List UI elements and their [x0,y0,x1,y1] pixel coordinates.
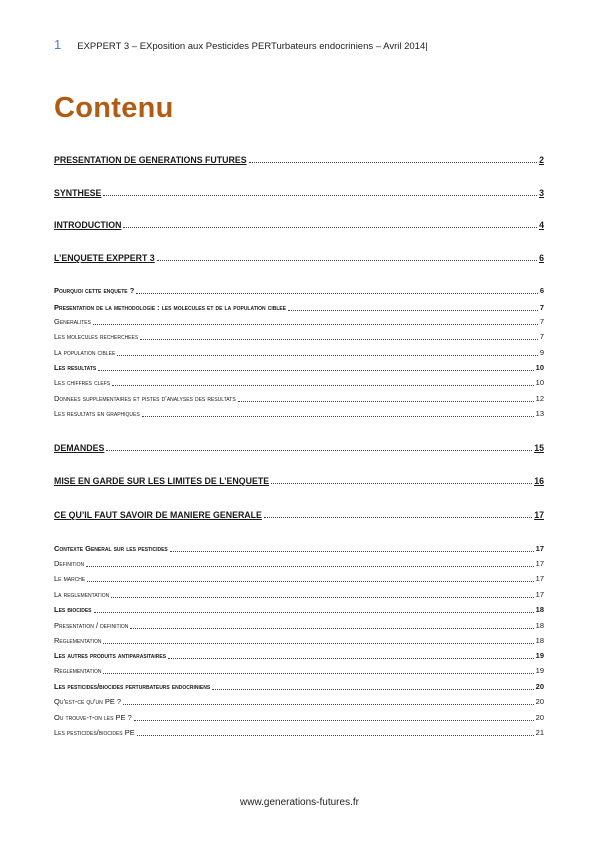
toc-entry[interactable] [54,678,544,692]
toc-leader-dots [111,596,533,598]
toc-entry-page: 19 [535,651,544,660]
toc-entry-label: INTRODUCTION [54,220,122,230]
toc-entry-label: Qu’est-ce qu’un PE ? [54,697,122,706]
toc-entry-page: 19 [535,666,544,675]
toc-entry-page: 18 [535,636,544,645]
toc-entry[interactable] [54,601,544,615]
toc-leader-dots [117,354,538,356]
toc-entry-page: 20 [535,713,544,722]
toc-entry-label: Les pesticides/biocides PE [54,728,135,737]
toc-entry-page: 20 [535,682,544,691]
toc-entry-label: Le marche [54,574,86,583]
toc-entry-label: Les resultats en graphiques [54,409,140,418]
toc-entry-label: L’ENQUETE EXPPERT 3 [54,253,155,263]
toc-entry-label: Definition [54,559,85,568]
toc-entry-label: SYNTHESE [54,188,102,198]
toc-entry[interactable] [54,359,544,373]
toc-leader-dots [157,259,537,261]
toc-entry-page: 17 [535,544,544,553]
toc-entry[interactable] [54,374,544,388]
toc-entry[interactable] [54,724,544,738]
toc-entry-page: 2 [539,155,544,165]
toc-leader-dots [134,719,534,721]
toc-leader-dots [123,226,537,228]
page-title: Contenu [54,92,174,124]
toc-entry-page: 20 [535,697,544,706]
toc-entry[interactable] [54,405,544,419]
toc-leader-dots [106,449,532,451]
toc-leader-dots [103,194,537,196]
toc-entry-page: 10 [535,363,544,372]
toc-leader-dots [86,565,534,567]
toc-entry-label: MISE EN GARDE SUR LES LIMITES DE L’ENQUETE [54,476,270,486]
toc-entry-page: 6 [539,286,544,295]
toc-entry-page: 18 [535,621,544,630]
toc-entry-page: 17 [535,574,544,583]
header-text: EXPPERT 3 – EXposition aux Pesticides PERTurbateurs endocriniens – Avril 2014| [77,41,428,52]
toc-entry-label: La population ciblee [54,348,116,357]
toc-entry-page: 18 [535,605,544,614]
toc-leader-dots [264,516,532,518]
toc-entry-label: Generalites [54,317,91,326]
toc-entry-page: 17 [534,510,544,520]
toc-entry-label: Les resultats [54,363,97,372]
toc-entry-page: 15 [534,443,544,453]
toc-entry-page: 3 [539,188,544,198]
toc-leader-dots [112,384,534,386]
toc-leader-dots [123,703,534,705]
toc-entry[interactable] [54,570,544,584]
toc-leader-dots [98,369,533,371]
toc-entry-page: 17 [535,590,544,599]
toc-entry[interactable] [54,647,544,661]
toc-leader-dots [168,657,534,659]
toc-leader-dots [87,580,533,582]
toc-entry[interactable] [54,540,544,554]
toc-entry-label: Pourquoi cette enquete ? [54,286,135,295]
toc-leader-dots [103,642,533,644]
toc-leader-dots [94,611,534,613]
toc-entry-label: Les autres produits antiparasitaires [54,651,167,660]
toc-entry[interactable] [54,313,544,327]
toc-entry-page: 7 [539,317,544,326]
toc-leader-dots [140,338,538,340]
toc-entry-page: 10 [535,378,544,387]
toc-leader-dots [249,161,538,163]
toc-entry[interactable] [54,184,544,198]
toc-entry-page: 9 [539,348,544,357]
toc-leader-dots [170,550,534,552]
toc-entry-label: Donnees supplementaires et pistes d’analyses des resultats [54,394,236,403]
toc-entry-label: PRESENTATION DE GENERATIONS FUTURES [54,155,247,165]
toc-entry[interactable] [54,709,544,723]
toc-leader-dots [288,309,538,311]
toc-entry[interactable] [54,632,544,646]
toc-leader-dots [238,400,534,402]
toc-entry[interactable] [54,617,544,631]
toc-entry-label: Presentation de la methodologie : les molecules et de la population ciblee [54,303,287,312]
toc-entry[interactable] [54,344,544,358]
toc-entry-page: 12 [535,394,544,403]
toc-leader-dots [271,482,532,484]
toc-leader-dots [103,672,533,674]
toc-entry-label: Reglementation [54,636,102,645]
toc-leader-dots [212,688,533,690]
toc-leader-dots [142,415,534,417]
toc-leader-dots [93,323,538,325]
toc-entry-label: Les molecules recherchees [54,332,139,341]
toc-entry[interactable] [54,216,544,230]
toc-entry-label: Les pesticides/biocides perturbateurs endocriniens [54,682,211,691]
toc-entry[interactable] [54,662,544,676]
toc-entry[interactable] [54,586,544,600]
toc-entry-label: DEMANDES [54,443,105,453]
toc-entry[interactable] [54,693,544,707]
toc-entry-page: 13 [535,409,544,418]
toc-entry[interactable] [54,328,544,342]
toc-entry[interactable] [54,151,544,165]
toc-entry-label: Reglementation [54,666,102,675]
toc-entry[interactable] [54,390,544,404]
toc-entry-label: CE QU’IL FAUT SAVOIR DE MANIERE GENERALE [54,510,262,520]
toc-entry[interactable] [54,282,544,296]
toc-entry[interactable] [54,506,544,520]
toc-entry[interactable] [54,299,544,313]
toc-entry-page: 6 [539,253,544,263]
toc-entry[interactable] [54,249,544,263]
footer-url: www.generations-futures.fr [240,797,359,808]
toc-entry-page: 7 [539,303,544,312]
toc-entry-page: 16 [534,476,544,486]
page-number: 1 [54,37,62,52]
toc-leader-dots [137,734,534,736]
toc-entry-label: Ou trouve-t-on les PE ? [54,713,132,722]
toc-entry-label: Les biocides [54,605,92,614]
toc-entry-label: Les chiffres clefs [54,378,111,387]
toc-leader-dots [136,292,538,294]
toc-entry[interactable] [54,439,544,453]
toc-entry-page: 21 [535,728,544,737]
toc-entry[interactable] [54,472,544,486]
toc-entry-label: La reglementation [54,590,110,599]
toc-entry-label: Presentation / definition [54,621,129,630]
toc-entry-page: 17 [535,559,544,568]
toc-entry-page: 4 [539,220,544,230]
toc-entry-page: 7 [539,332,544,341]
toc-entry[interactable] [54,555,544,569]
toc-leader-dots [130,627,533,629]
toc-entry-label: Contexte General sur les pesticides [54,544,168,553]
